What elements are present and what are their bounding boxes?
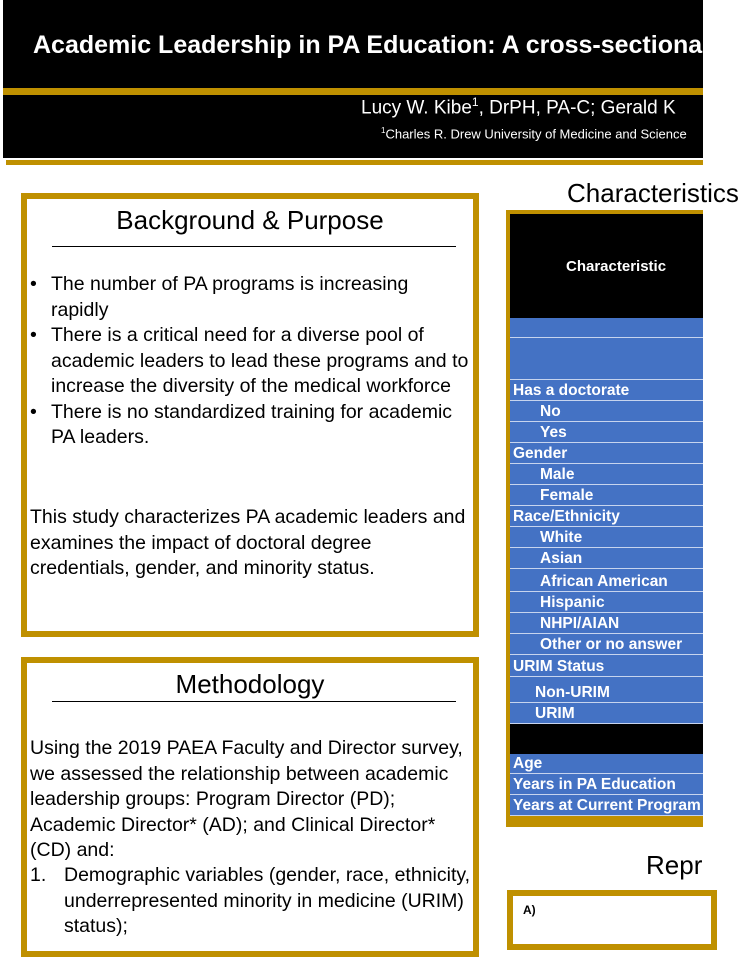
table-row	[510, 443, 703, 464]
table-divider-row	[510, 724, 703, 754]
table-row	[510, 318, 703, 338]
background-title: Background & Purpose	[116, 205, 384, 235]
methodology-section	[21, 657, 479, 957]
table-row-label: No	[540, 403, 561, 420]
table-row	[510, 485, 703, 506]
background-section	[21, 193, 479, 637]
table-row	[510, 464, 703, 485]
purpose-paragraph: This study characterizes PA academic leaders and examines the impact of doctoral degree credentials, gender, and minority status.	[30, 506, 466, 579]
affiliation-line	[381, 126, 687, 141]
representation-title: Repr	[646, 850, 703, 880]
methodology-title-underline	[52, 701, 456, 702]
list-number: 1.	[30, 864, 47, 886]
table-row-label: URIM	[535, 705, 575, 722]
table-row-label: Hispanic	[540, 594, 605, 611]
background-bullets	[30, 272, 470, 451]
table-row-label: Other or no answer	[540, 636, 683, 653]
bullet-item: • There is a critical need for a diverse pool of academic leaders to lead these programs and to increase the diversity of the medical workforce	[30, 323, 470, 400]
table-row	[510, 634, 703, 655]
table-row	[510, 795, 703, 816]
representation-figure-box	[507, 890, 717, 950]
table-row	[510, 754, 703, 774]
methodology-title: Methodology	[175, 669, 325, 699]
list-text: Demographic variables (gender, race, ethnicity, underrepresented minority in medicine (URIM) status);	[64, 864, 471, 937]
table-row	[510, 613, 703, 634]
table-row	[510, 592, 703, 613]
table-row	[510, 527, 703, 548]
table-row	[510, 380, 703, 401]
table-row-label: NHPI/AIAN	[540, 615, 620, 632]
table-row	[510, 338, 703, 380]
table-row	[510, 774, 703, 795]
table-row	[510, 569, 703, 592]
table-row-label: White	[540, 529, 583, 546]
table-row-label: Non-URIM	[535, 684, 610, 701]
characteristics-title: Characteristics	[567, 178, 739, 208]
figure-label: A)	[523, 903, 536, 917]
header-bottom-rule	[6, 160, 703, 165]
author-line	[361, 95, 676, 119]
table-row-label: Gender	[513, 445, 568, 462]
table-row	[510, 548, 703, 569]
table-row-label: Years in PA Education	[513, 776, 676, 793]
author-credentials: , DrPH, PA-C; Gerald K	[478, 97, 676, 119]
author-superscript: 1	[471, 95, 479, 109]
methodology-list	[30, 863, 480, 940]
table-row-label: Female	[540, 487, 594, 504]
table-row-label: African American	[540, 573, 668, 590]
background-title-underline	[52, 246, 456, 247]
table-row-label: Race/Ethnicity	[513, 508, 620, 525]
methodology-paragraph: Using the 2019 PAEA Faculty and Director survey, we assessed the relationship between academic leadership groups: Program Director (PD); Academic Director* (AD); and Clinical Director* (CD) and:	[30, 737, 463, 861]
poster-title: Academic Leadership in PA Education: A cross-sectional	[33, 31, 710, 59]
affiliation-superscript: 1	[381, 126, 386, 135]
table-row-label: Age	[513, 755, 543, 772]
table-row	[510, 401, 703, 422]
table-header-label: Characteristic	[566, 258, 667, 275]
bullet-item: • There is no standardized training for academic PA leaders.	[30, 400, 470, 451]
table-row	[510, 422, 703, 443]
table-header	[510, 214, 703, 318]
table-row-label: URIM Status	[513, 658, 605, 675]
table-row-label: Asian	[540, 550, 583, 567]
table-row-label: Yes	[540, 424, 567, 441]
table-row	[510, 655, 703, 677]
table-row-label: Male	[540, 466, 575, 483]
table-row-label: Has a doctorate	[513, 382, 630, 399]
table-row	[510, 677, 703, 703]
methodology-list-item	[30, 863, 480, 940]
characteristics-table	[506, 210, 703, 827]
author-name: Lucy W. Kibe	[361, 97, 472, 119]
bullet-item: • The number of PA programs is increasing rapidly	[30, 272, 470, 323]
header-gold-band	[3, 88, 703, 95]
table-row	[510, 506, 703, 527]
table-row-label: Years at Current Program	[513, 797, 701, 814]
affiliation-text: Charles R. Drew University of Medicine and Science	[385, 126, 687, 142]
table-row	[510, 703, 703, 724]
